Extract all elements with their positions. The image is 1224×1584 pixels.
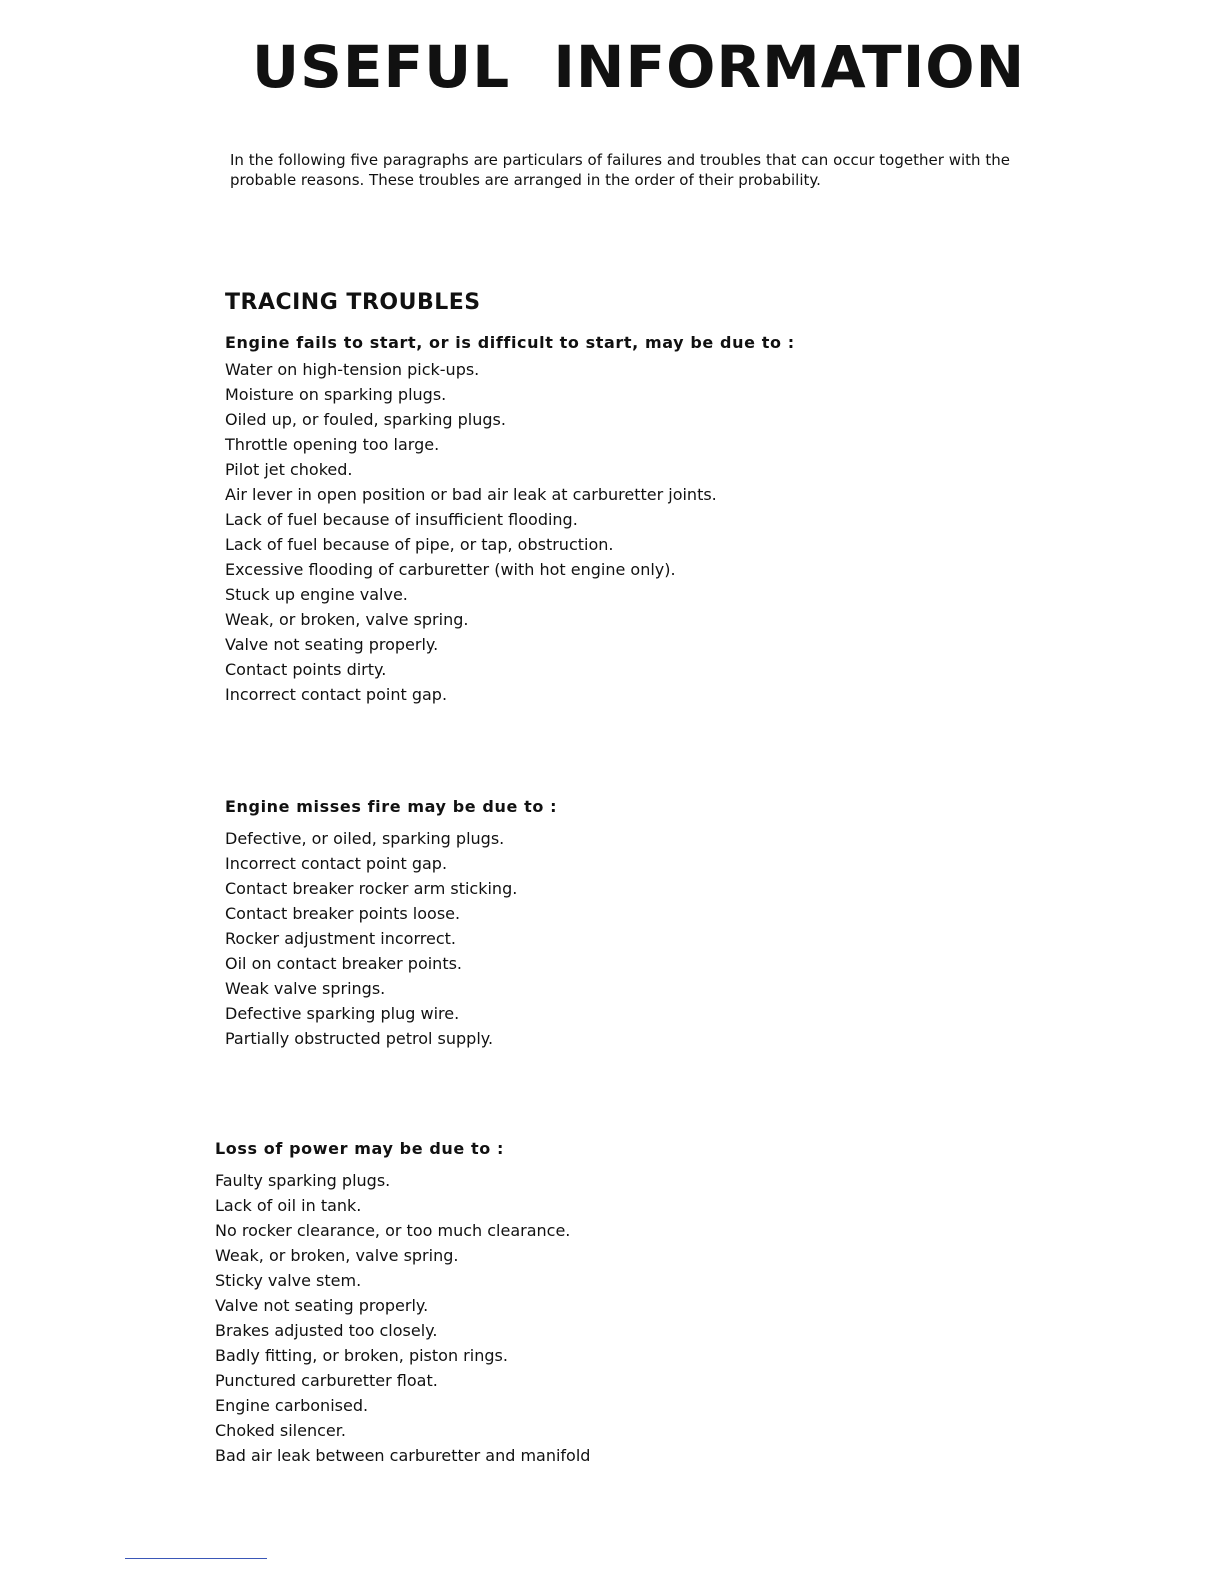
group-heading: Engine fails to start, or is difficult to start, may be due to : bbox=[225, 333, 795, 352]
cause-item: Rocker adjustment incorrect. bbox=[225, 929, 456, 948]
cause-item: Punctured carburetter float. bbox=[215, 1371, 438, 1390]
cause-item: Faulty sparking plugs. bbox=[215, 1171, 391, 1190]
cause-item: Defective, or oiled, sparking plugs. bbox=[225, 829, 505, 848]
cause-item: Lack of fuel because of insufficient flooding. bbox=[225, 510, 578, 529]
cause-item: Contact points dirty. bbox=[225, 660, 387, 679]
cause-item: Partially obstructed petrol supply. bbox=[225, 1029, 494, 1048]
cause-list bbox=[225, 826, 557, 1051]
cause-item: Water on high-tension pick-ups. bbox=[225, 360, 480, 379]
cause-item: Throttle opening too large. bbox=[225, 435, 440, 454]
cause-item: Incorrect contact point gap. bbox=[225, 685, 448, 704]
cause-item: Choked silencer. bbox=[215, 1421, 346, 1440]
cause-item: Excessive flooding of carburetter (with hot engine only). bbox=[225, 560, 676, 579]
cause-item: Air lever in open position or bad air leak at carburetter joints. bbox=[225, 485, 717, 504]
trouble-group-misfire bbox=[225, 797, 557, 1051]
group-heading: Engine misses fire may be due to : bbox=[225, 797, 558, 816]
cause-item: Engine carbonised. bbox=[215, 1396, 369, 1415]
trouble-group-difficult-start bbox=[225, 333, 795, 707]
cause-item: Weak, or broken, valve spring. bbox=[225, 610, 469, 629]
cause-item: Incorrect contact point gap. bbox=[225, 854, 448, 873]
cause-item: Brakes adjusted too closely. bbox=[215, 1321, 438, 1340]
cause-item: Sticky valve stem. bbox=[215, 1271, 362, 1290]
cause-item: Badly fitting, or broken, piston rings. bbox=[215, 1346, 508, 1365]
cause-item: Oiled up, or fouled, sparking plugs. bbox=[225, 410, 506, 429]
cause-item: Moisture on sparking plugs. bbox=[225, 385, 447, 404]
page-title: USEFUL INFORMATION bbox=[252, 33, 1026, 101]
cause-list bbox=[225, 357, 795, 707]
cause-item: Valve not seating properly. bbox=[225, 635, 439, 654]
cause-item: Pilot jet choked. bbox=[225, 460, 353, 479]
cause-item: Bad air leak between carburetter and manifold bbox=[215, 1446, 591, 1465]
trouble-group-loss-of-power bbox=[215, 1139, 590, 1468]
cause-item: Lack of fuel because of pipe, or tap, obstruction. bbox=[225, 535, 614, 554]
cause-item: Valve not seating properly. bbox=[215, 1296, 429, 1315]
group-heading: Loss of power may be due to : bbox=[215, 1139, 504, 1158]
cause-item: Weak, or broken, valve spring. bbox=[215, 1246, 459, 1265]
cause-item: Contact breaker points loose. bbox=[225, 904, 461, 923]
cause-item: Lack of oil in tank. bbox=[215, 1196, 362, 1215]
intro-paragraph: In the following five paragraphs are particulars of failures and troubles that can occur together with the probable reasons. These troubles are arranged in the order of their probability. bbox=[230, 151, 1010, 189]
cause-item: Stuck up engine valve. bbox=[225, 585, 408, 604]
cause-item: Weak valve springs. bbox=[225, 979, 386, 998]
footer-divider bbox=[125, 1558, 267, 1559]
cause-list bbox=[215, 1168, 590, 1468]
cause-item: No rocker clearance, or too much clearance. bbox=[215, 1221, 571, 1240]
cause-item: Oil on contact breaker points. bbox=[225, 954, 463, 973]
cause-item: Contact breaker rocker arm sticking. bbox=[225, 879, 518, 898]
cause-item: Defective sparking plug wire. bbox=[225, 1004, 460, 1023]
section-title: TRACING TROUBLES bbox=[225, 290, 481, 315]
